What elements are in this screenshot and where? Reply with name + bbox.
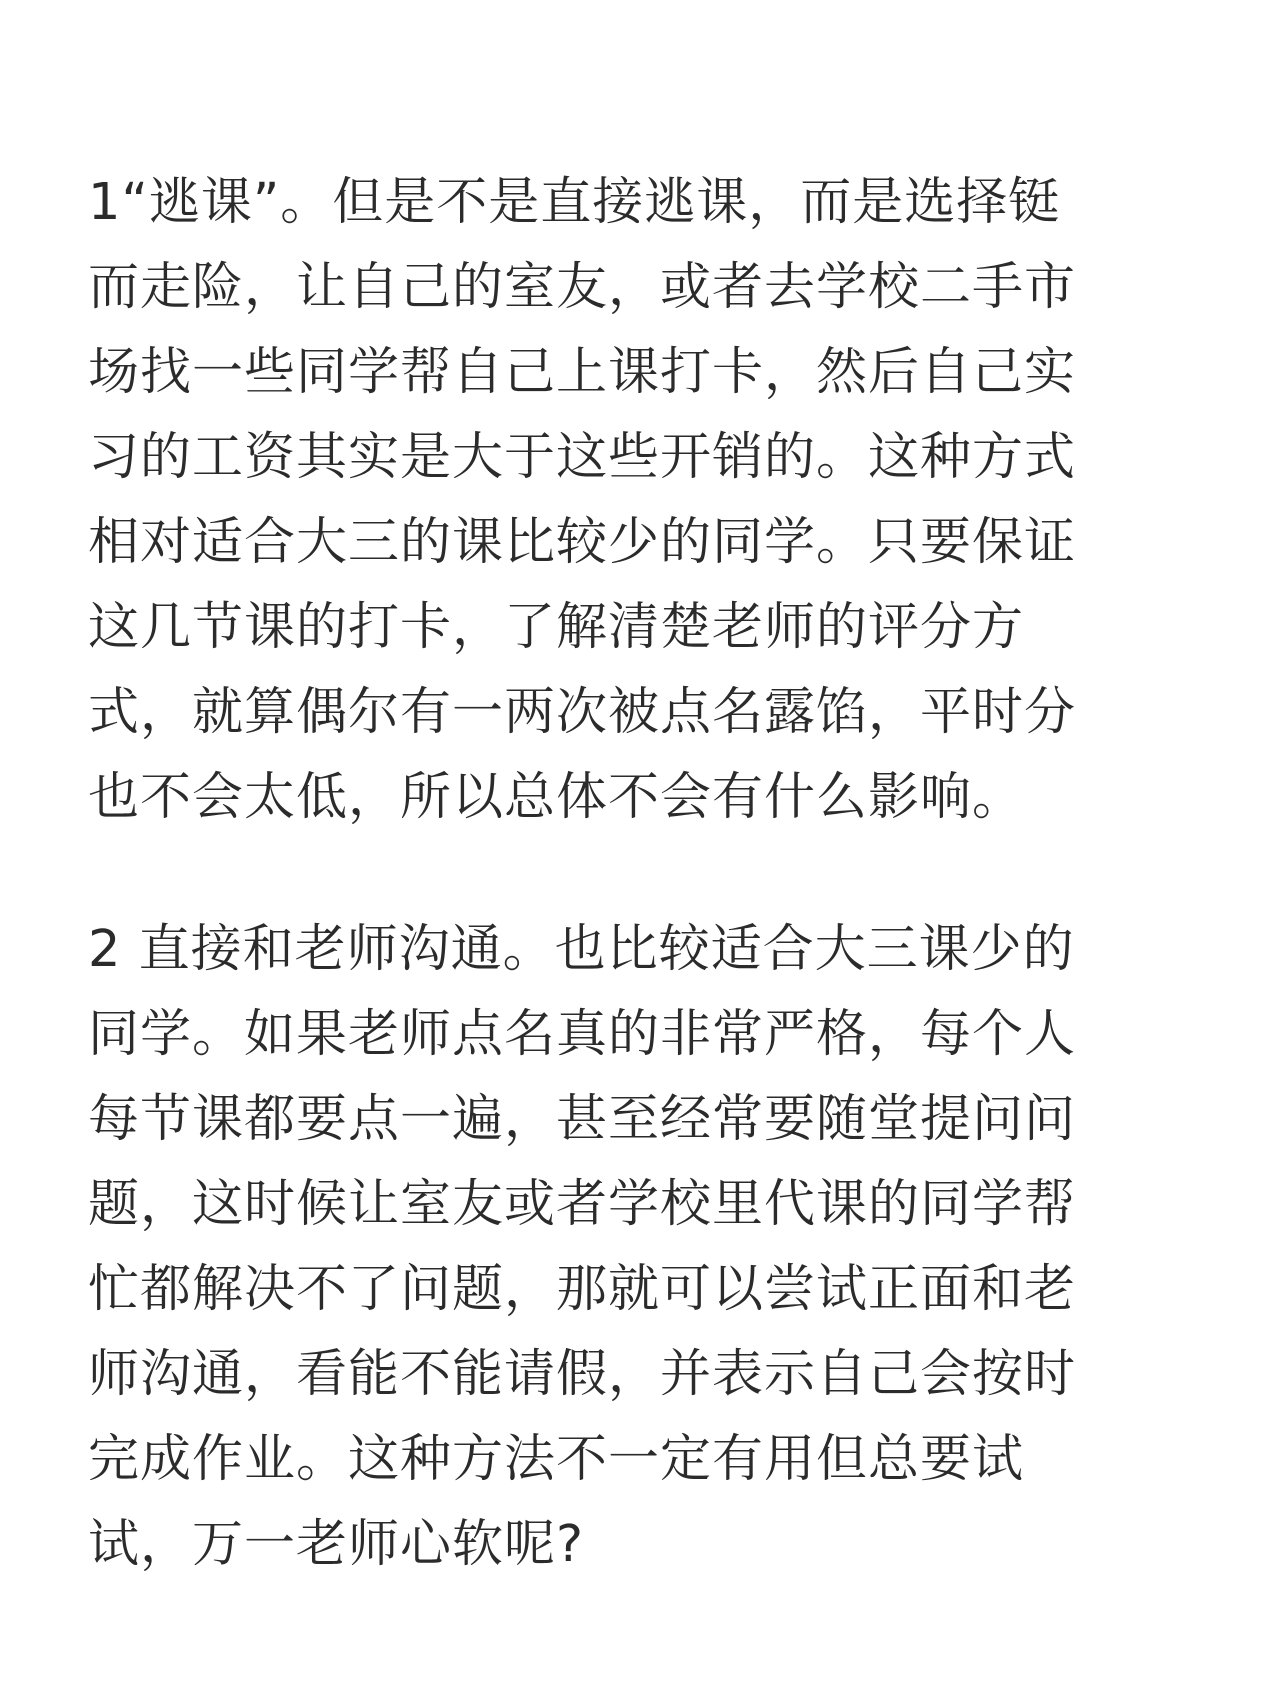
- text-line: 每节课都要点一遍，甚至经常要随堂提问问: [88, 1090, 1077, 1149]
- text-line: 完成作业。这种方法不一定有用但总要试: [88, 1430, 1025, 1489]
- text-line: 忙都解决不了问题，那就可以尝试正面和老: [88, 1260, 1077, 1319]
- text-line: 2 直接和老师沟通。也比较适合大三课少的: [88, 920, 1075, 979]
- text-line: 题，这时候让室友或者学校里代课的同学帮: [88, 1175, 1077, 1234]
- text-line: 试，万一老师心软呢?: [88, 1515, 585, 1574]
- text-line: 同学。如果老师点名真的非常严格，每个人: [88, 1005, 1077, 1064]
- text-line: 场找一些同学帮自己上课打卡，然后自己实: [88, 343, 1077, 402]
- text-line: 习的工资其实是大于这些开销的。这种方式: [88, 428, 1077, 487]
- text-line: 式，就算偶尔有一两次被点名露馅，平时分: [88, 683, 1077, 742]
- text-line: 也不会太低，所以总体不会有什么影响。: [88, 768, 1025, 827]
- text-line: 师沟通，看能不能请假，并表示自己会按时: [88, 1345, 1077, 1404]
- text-line: 相对适合大三的课比较少的同学。只要保证: [88, 513, 1077, 572]
- text-line: 这几节课的打卡，了解清楚老师的评分方: [88, 598, 1025, 657]
- text-line: 而走险，让自己的室友，或者去学校二手市: [88, 258, 1077, 317]
- text-line: 1“逃课”。但是不是直接逃课，而是选择铤: [88, 173, 1061, 232]
- paragraph-1: [88, 160, 1218, 840]
- paragraph-2: [88, 907, 1218, 1587]
